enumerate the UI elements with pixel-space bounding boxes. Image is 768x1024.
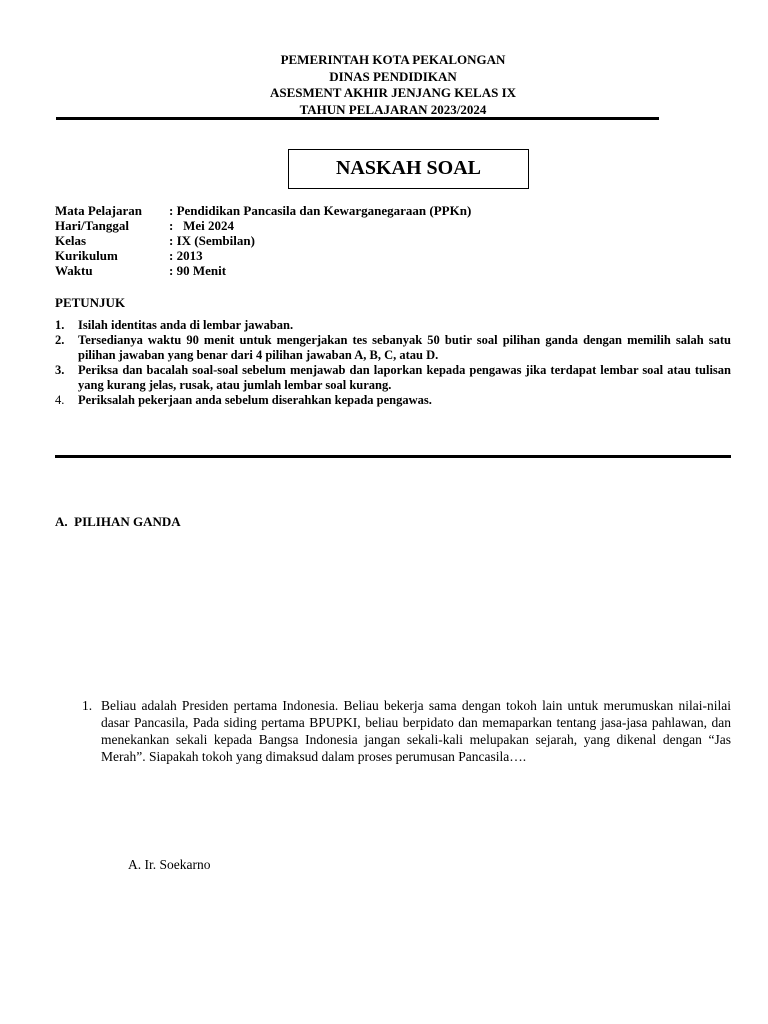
question-1 — [82, 697, 731, 765]
info-value: : 90 Menit — [169, 263, 227, 278]
item-number: 1. — [55, 318, 65, 332]
section-divider — [55, 455, 731, 458]
instructions-heading: PETUNJUK — [55, 295, 126, 310]
info-value: : Mei 2024 — [169, 218, 234, 233]
info-row-curriculum — [55, 248, 471, 263]
header-government: PEMERINTAH KOTA PEKALONGAN — [280, 52, 506, 67]
item-number: 4. — [55, 393, 65, 407]
info-label: Waktu — [55, 263, 93, 278]
list-item — [55, 333, 731, 363]
header-school-year: TAHUN PELAJARAN 2023/2024 — [299, 102, 487, 117]
info-value: : 2013 — [169, 248, 203, 263]
info-value: : IX (Sembilan) — [169, 233, 255, 248]
info-row-time — [55, 263, 471, 278]
item-text: Tersedianya waktu 90 menit untuk mengerjakan tes sebanyak 50 butir soal pilihan ganda dengan memilih salah satu pilihan jawaban yang benar dari 4 pilihan jawaban A, B, C, atau D. — [78, 333, 731, 362]
question-number: 1. — [82, 698, 93, 713]
instructions-list — [55, 318, 731, 408]
info-row-subject — [55, 203, 471, 218]
item-text: Periksalah pekerjaan anda sebelum diserahkan kepada pengawas. — [78, 393, 432, 407]
header-divider — [56, 117, 659, 120]
item-number: 3. — [55, 363, 65, 377]
item-number: 2. — [55, 333, 65, 347]
item-text: Isilah identitas anda di lembar jawaban. — [78, 318, 294, 332]
info-label: Hari/Tanggal — [55, 218, 129, 233]
info-label: Kurikulum — [55, 248, 118, 263]
list-item — [55, 363, 731, 393]
info-label: Kelas — [55, 233, 87, 248]
list-item — [55, 393, 731, 408]
section-heading: A. PILIHAN GANDA — [55, 514, 181, 529]
info-row-class — [55, 233, 471, 248]
item-text: Periksa dan bacalah soal-soal sebelum menjawab dan laporkan kepada pengawas jika terdapat lembar soal atau tulisan yang kurang jelas, rusak, atau jumlah lembar soal kurang. — [78, 363, 731, 392]
list-item — [55, 318, 731, 333]
page-title: NASKAH SOAL — [288, 149, 529, 189]
info-label: Mata Pelajaran — [55, 203, 143, 218]
question-text: Beliau adalah Presiden pertama Indonesia. Beliau bekerja sama dengan tokoh lain untuk merumuskan nilai-nilai dasar Pancasila, Pada siding pertama BPUPKI, beliau berpidato dan memaparkan tentang jasa-jasa pahlawan, dan menekankan sekali kepada Bangsa Indonesia jangan sekali-kali melupakan sejarah, yang dikenal dengan “Jas Merah”. Siapakah tokoh yang dimaksud dalam proses perumusan Pancasila…. — [101, 698, 731, 764]
info-value: : Pendidikan Pancasila dan Kewarganegaraan (PPKn) — [169, 203, 472, 218]
exam-info — [55, 203, 471, 278]
answer-option-a: A. Ir. Soekarno — [128, 857, 211, 872]
info-row-date — [55, 218, 471, 233]
header-exam-name: ASESMENT AKHIR JENJANG KELAS IX — [269, 85, 517, 100]
header-department: DINAS PENDIDIKAN — [329, 69, 457, 84]
